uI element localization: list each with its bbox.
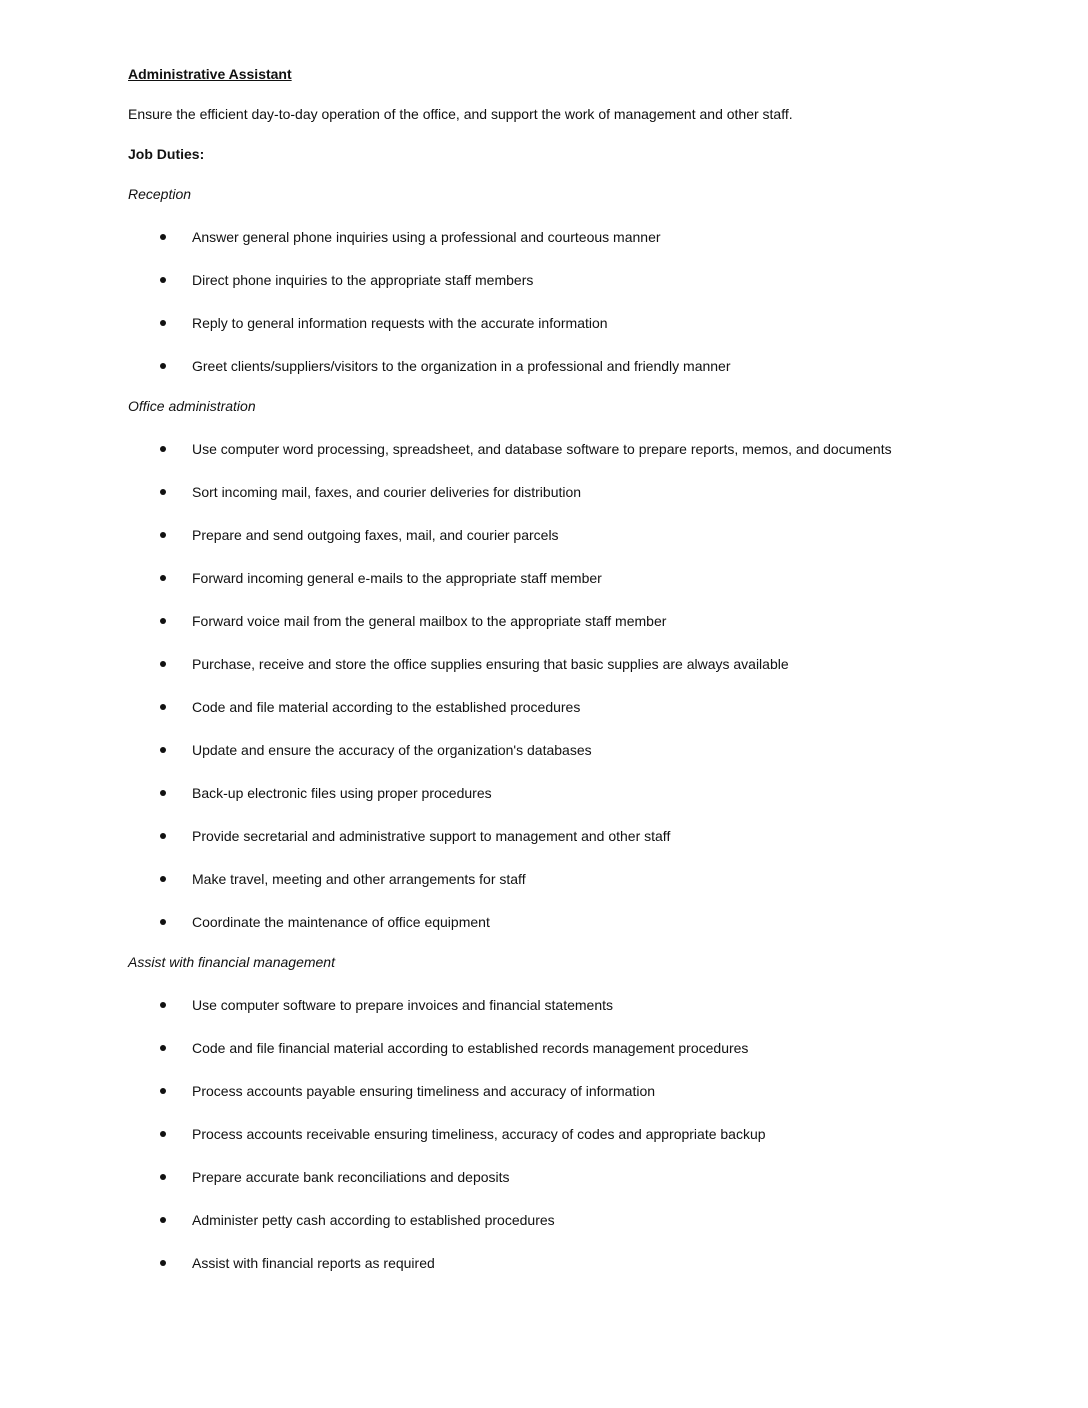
list-item [128, 738, 1008, 762]
bullet-icon [160, 661, 166, 667]
list-item-text: Coordinate the maintenance of office equipment [192, 914, 490, 930]
list-item [128, 1165, 1008, 1189]
bullet-icon [160, 1002, 166, 1008]
list-item-text: Direct phone inquiries to the appropriate staff members [192, 272, 534, 288]
bullet-icon [160, 747, 166, 753]
bullet-icon [160, 704, 166, 710]
list-item [128, 1208, 1008, 1232]
document-content [128, 62, 1008, 1291]
bullet-icon [160, 1045, 166, 1051]
list-item [128, 480, 1008, 504]
list-item-text: Greet clients/suppliers/visitors to the organization in a professional and friendly manner [192, 358, 731, 374]
list-item [128, 566, 1008, 590]
bullet-icon [160, 489, 166, 495]
bullet-icon [160, 1260, 166, 1266]
document-title: Administrative Assistant [128, 66, 292, 82]
list-item-text: Process accounts receivable ensuring timeliness, accuracy of codes and appropriate backup [192, 1126, 766, 1142]
list-item [128, 437, 1008, 461]
bullet-icon [160, 234, 166, 240]
list-item [128, 609, 1008, 633]
list-item [128, 910, 1008, 934]
list-item [128, 268, 1008, 292]
list-item-text: Purchase, receive and store the office supplies ensuring that basic supplies are always available [192, 656, 789, 672]
bullet-icon [160, 277, 166, 283]
job-duties-heading: Job Duties: [128, 146, 205, 162]
list-item-text: Make travel, meeting and other arrangements for staff [192, 871, 526, 887]
bullet-icon [160, 618, 166, 624]
list-item-text: Process accounts payable ensuring timeliness and accuracy of information [192, 1083, 656, 1099]
bullet-icon [160, 919, 166, 925]
reception-duties-list [128, 225, 1008, 378]
financial-management-duties-list [128, 993, 1008, 1275]
section-heading-financial-management: Assist with financial management [128, 954, 335, 970]
list-item [128, 523, 1008, 547]
bullet-icon [160, 446, 166, 452]
list-item-text: Provide secretarial and administrative support to management and other staff [192, 828, 671, 844]
list-item [128, 225, 1008, 249]
list-item-text: Assist with financial reports as required [192, 1255, 435, 1271]
list-item [128, 824, 1008, 848]
bullet-icon [160, 1174, 166, 1180]
list-item [128, 1036, 1008, 1060]
list-item [128, 695, 1008, 719]
list-item [128, 311, 1008, 335]
list-item-text: Answer general phone inquiries using a professional and courteous manner [192, 229, 661, 245]
list-item-text: Reply to general information requests with the accurate information [192, 315, 608, 331]
bullet-icon [160, 1217, 166, 1223]
list-item-text: Prepare and send outgoing faxes, mail, and courier parcels [192, 527, 559, 543]
list-item-text: Back-up electronic files using proper procedures [192, 785, 492, 801]
list-item-text: Code and file material according to the established procedures [192, 699, 581, 715]
list-item-text: Sort incoming mail, faxes, and courier deliveries for distribution [192, 484, 582, 500]
list-item [128, 1251, 1008, 1275]
bullet-icon [160, 1088, 166, 1094]
list-item [128, 867, 1008, 891]
office-administration-duties-list [128, 437, 1008, 934]
list-item-text: Administer petty cash according to established procedures [192, 1212, 555, 1228]
list-item-text: Forward incoming general e-mails to the appropriate staff member [192, 570, 602, 586]
list-item [128, 1079, 1008, 1103]
list-item [128, 1122, 1008, 1146]
list-item-text: Prepare accurate bank reconciliations and deposits [192, 1169, 510, 1185]
bullet-icon [160, 790, 166, 796]
bullet-icon [160, 575, 166, 581]
bullet-icon [160, 1131, 166, 1137]
list-item-text: Use computer software to prepare invoices and financial statements [192, 997, 613, 1013]
list-item-text: Forward voice mail from the general mailbox to the appropriate staff member [192, 613, 667, 629]
bullet-icon [160, 833, 166, 839]
section-heading-reception: Reception [128, 186, 192, 202]
list-item [128, 993, 1008, 1017]
list-item [128, 652, 1008, 676]
list-item [128, 354, 1008, 378]
job-summary: Ensure the efficient day-to-day operation of the office, and support the work of management and other staff. [128, 106, 793, 122]
bullet-icon [160, 363, 166, 369]
list-item-text: Use computer word processing, spreadsheet, and database software to prepare reports, memos, and documents [192, 441, 892, 457]
list-item-text: Update and ensure the accuracy of the organization's databases [192, 742, 592, 758]
section-heading-office-administration: Office administration [128, 398, 256, 414]
bullet-icon [160, 320, 166, 326]
list-item [128, 781, 1008, 805]
bullet-icon [160, 532, 166, 538]
bullet-icon [160, 876, 166, 882]
list-item-text: Code and file financial material according to established records management procedures [192, 1040, 749, 1056]
